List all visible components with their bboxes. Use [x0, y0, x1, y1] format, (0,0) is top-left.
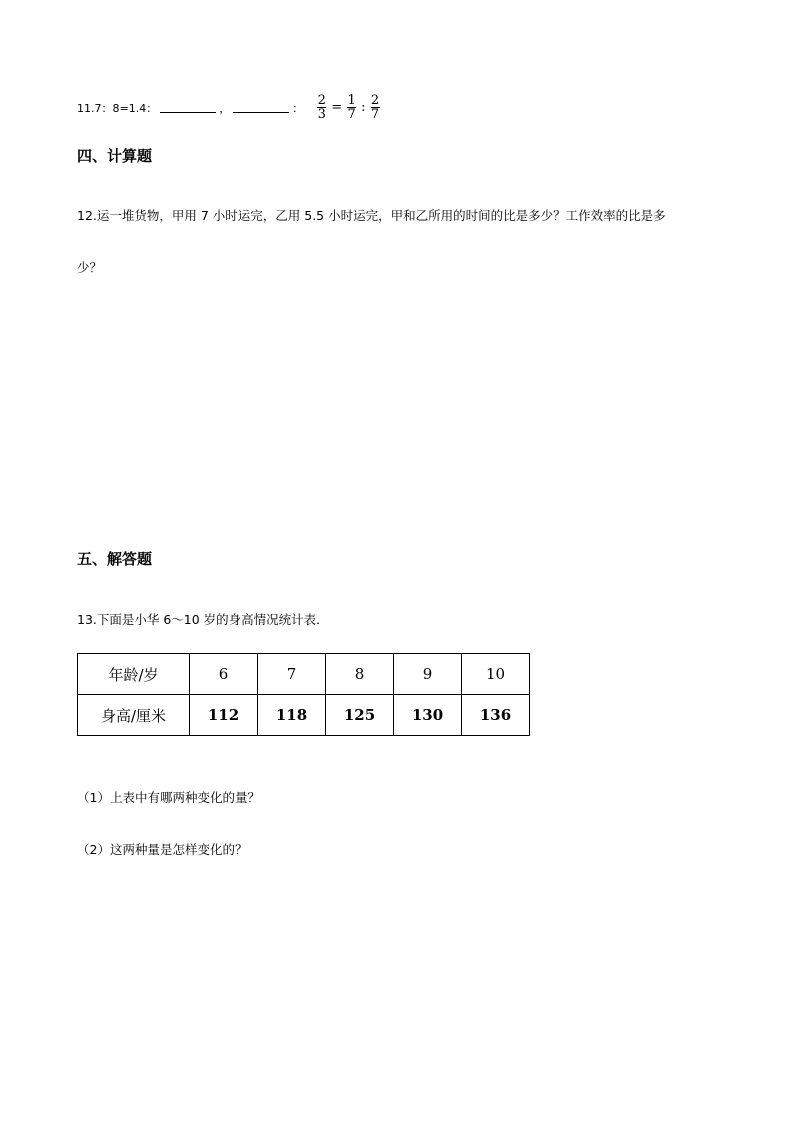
height-cell: 125	[326, 695, 394, 736]
height-cell: 112	[190, 695, 258, 736]
question-12-line1: 12.运一堆货物，甲用 7 小时运完，乙用 5.5 小时运完，甲和乙所用的时间的比是多少？工作效率的比是多	[77, 208, 666, 223]
question-13-sub1: （1）上表中有哪两种变化的量？	[77, 790, 260, 805]
row-label-age: 年龄/岁	[78, 654, 190, 695]
ratio-colon: :	[361, 100, 366, 115]
answer-blank-2[interactable]	[233, 103, 289, 113]
q11-prefix: 11.7：8=1.4：	[77, 101, 158, 115]
height-cell: 136	[462, 695, 530, 736]
age-cell: 8	[326, 654, 394, 695]
question-12-line2: 少？	[77, 260, 103, 275]
equals-sign: =	[331, 100, 343, 115]
q11-colon: ：	[292, 101, 304, 115]
table-row-age	[78, 654, 530, 695]
age-cell: 7	[258, 654, 326, 695]
fraction-denominator: 3	[317, 107, 326, 122]
question-13-intro: 13.下面是小华 6～10 岁的身高情况统计表．	[77, 612, 329, 627]
fraction-numerator: 1	[347, 93, 356, 108]
fraction-numerator: 2	[370, 93, 380, 108]
age-cell: 6	[190, 654, 258, 695]
fraction-numerator: 2	[317, 93, 326, 108]
answer-blank-1[interactable]	[160, 103, 216, 113]
section-heading-answer: 五、解答题	[77, 550, 153, 568]
question-13-sub2: （2）这两种量是怎样变化的？	[77, 842, 248, 857]
age-cell: 9	[394, 654, 462, 695]
age-cell: 10	[462, 654, 530, 695]
table-row-height	[78, 695, 530, 736]
fraction-two-thirds	[317, 94, 326, 121]
q11-separator: ，	[219, 101, 231, 115]
fraction-denominator: 7	[347, 107, 356, 122]
fraction-one-seventh	[347, 94, 356, 121]
section-heading-calculation: 四、计算题	[77, 147, 153, 165]
height-stats-table	[77, 653, 530, 736]
question-11	[77, 94, 382, 121]
fraction-two-sevenths	[371, 94, 380, 121]
height-cell: 130	[394, 695, 462, 736]
height-cell: 118	[258, 695, 326, 736]
fraction-denominator: 7	[370, 107, 380, 122]
row-label-height: 身高/厘米	[78, 695, 190, 736]
